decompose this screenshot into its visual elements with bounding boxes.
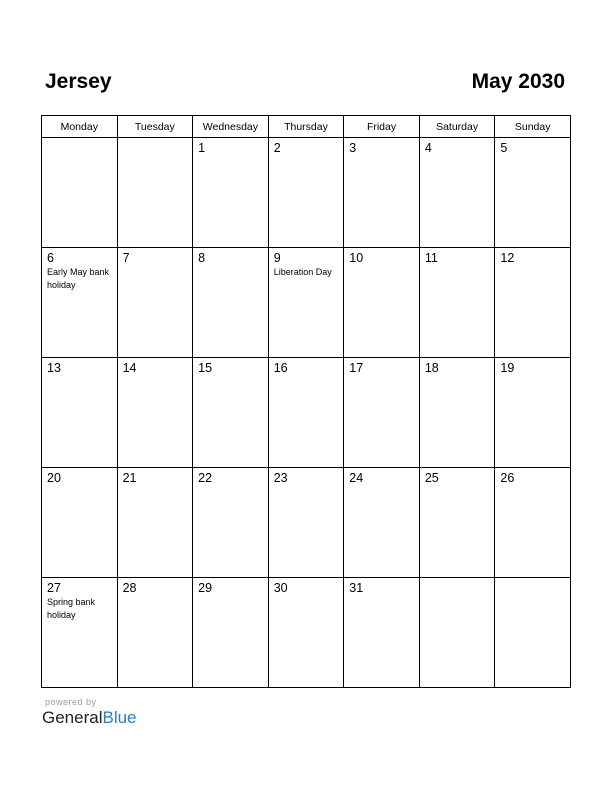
day-cell (117, 248, 193, 358)
day-cell (344, 248, 420, 358)
holiday-label (193, 265, 268, 266)
day-cell (117, 578, 193, 688)
day-number: 9 (273, 251, 281, 265)
day-number: 10 (349, 251, 364, 265)
region-title: Jersey (45, 70, 112, 93)
day-number: 26 (500, 471, 515, 485)
day-cell (42, 358, 118, 468)
weekday-header: Saturday (419, 116, 495, 138)
day-number: 31 (349, 581, 364, 595)
day-cell (193, 578, 269, 688)
holiday-label (193, 155, 268, 156)
day-cell (344, 578, 420, 688)
holiday-label (420, 485, 495, 486)
holiday-label (42, 375, 117, 376)
day-number: 21 (122, 471, 137, 485)
holiday-label (495, 581, 570, 582)
day-number: 25 (424, 471, 439, 485)
month-year-title: May 2030 (471, 70, 565, 93)
day-number: 23 (273, 471, 288, 485)
day-number: 19 (500, 361, 515, 375)
holiday-label (42, 141, 117, 142)
day-cell (268, 468, 344, 578)
holiday-label (420, 581, 495, 582)
day-number: 20 (47, 471, 61, 485)
brand-logo (42, 708, 137, 728)
day-number: 24 (349, 471, 364, 485)
holiday-label (344, 265, 419, 266)
holiday-label (269, 595, 344, 596)
day-cell (419, 358, 495, 468)
holiday-label: Early May bank holiday (47, 267, 110, 290)
day-number: 8 (198, 251, 206, 265)
day-cell (268, 578, 344, 688)
holiday-label (118, 485, 193, 486)
day-cell (495, 248, 571, 358)
weekday-header: Tuesday (117, 116, 193, 138)
calendar-grid (41, 115, 571, 688)
day-number: 11 (424, 251, 438, 265)
day-number: 22 (198, 471, 213, 485)
brand-general-text: General (42, 708, 103, 727)
week-row (42, 358, 571, 468)
holiday-label: Spring bank holiday (47, 597, 96, 620)
day-cell (42, 468, 118, 578)
holiday-label (344, 375, 419, 376)
day-cell (419, 578, 495, 688)
week-row (42, 578, 571, 688)
day-cell (268, 248, 344, 358)
day-cell (193, 358, 269, 468)
day-cell (42, 248, 118, 358)
day-number: 30 (273, 581, 288, 595)
day-cell (193, 138, 269, 248)
day-cell (268, 358, 344, 468)
holiday-label (118, 141, 193, 142)
holiday-label (118, 595, 193, 596)
powered-by-text: powered by (45, 697, 97, 707)
day-number: 6 (47, 251, 54, 265)
day-number: 12 (500, 251, 515, 265)
day-cell (419, 138, 495, 248)
calendar-body (42, 138, 571, 688)
holiday-label (495, 265, 570, 266)
holiday-label (420, 265, 495, 266)
holiday-label (269, 485, 344, 486)
holiday-label (344, 595, 419, 596)
holiday-label (420, 375, 495, 376)
day-number: 27 (47, 581, 61, 595)
holiday-label (420, 155, 495, 156)
day-cell (495, 138, 571, 248)
day-cell (42, 578, 118, 688)
day-number: 29 (198, 581, 213, 595)
holiday-label (495, 375, 570, 376)
day-number: 1 (198, 141, 206, 155)
day-number: 5 (500, 141, 508, 155)
day-cell (495, 578, 571, 688)
holiday-label (269, 155, 344, 156)
day-cell (193, 468, 269, 578)
day-number: 28 (122, 581, 137, 595)
day-cell (419, 248, 495, 358)
week-row (42, 248, 571, 358)
holiday-label: Liberation Day (273, 267, 332, 277)
weekday-header: Friday (344, 116, 420, 138)
holiday-label (42, 485, 117, 486)
holiday-label (344, 155, 419, 156)
day-cell (117, 468, 193, 578)
holiday-label (193, 375, 268, 376)
holiday-label (193, 595, 268, 596)
day-cell (419, 468, 495, 578)
day-cell (344, 138, 420, 248)
day-number: 4 (424, 141, 432, 155)
holiday-label (193, 485, 268, 486)
weekday-header: Wednesday (193, 116, 269, 138)
day-number: 2 (273, 141, 281, 155)
day-cell (193, 248, 269, 358)
day-cell (344, 358, 420, 468)
day-cell (117, 358, 193, 468)
day-cell (495, 468, 571, 578)
day-number: 16 (273, 361, 288, 375)
holiday-label (344, 485, 419, 486)
day-number: 7 (122, 251, 130, 265)
day-number: 15 (198, 361, 213, 375)
week-row (42, 468, 571, 578)
weekday-header: Thursday (268, 116, 344, 138)
weekday-header: Monday (42, 116, 118, 138)
day-number: 13 (47, 361, 61, 375)
weekday-header-row (42, 116, 571, 138)
weekday-header: Sunday (495, 116, 571, 138)
day-cell (268, 138, 344, 248)
holiday-label (495, 155, 570, 156)
day-number: 3 (349, 141, 357, 155)
holiday-label (118, 375, 193, 376)
day-number: 17 (349, 361, 364, 375)
day-number: 14 (122, 361, 137, 375)
footer-branding (42, 697, 137, 728)
week-row (42, 138, 571, 248)
day-cell (117, 138, 193, 248)
holiday-label (495, 485, 570, 486)
holiday-label (118, 265, 193, 266)
day-number: 18 (424, 361, 439, 375)
holiday-label (269, 375, 344, 376)
day-cell (42, 138, 118, 248)
day-cell (495, 358, 571, 468)
day-cell (344, 468, 420, 578)
brand-blue-text: Blue (102, 708, 137, 727)
